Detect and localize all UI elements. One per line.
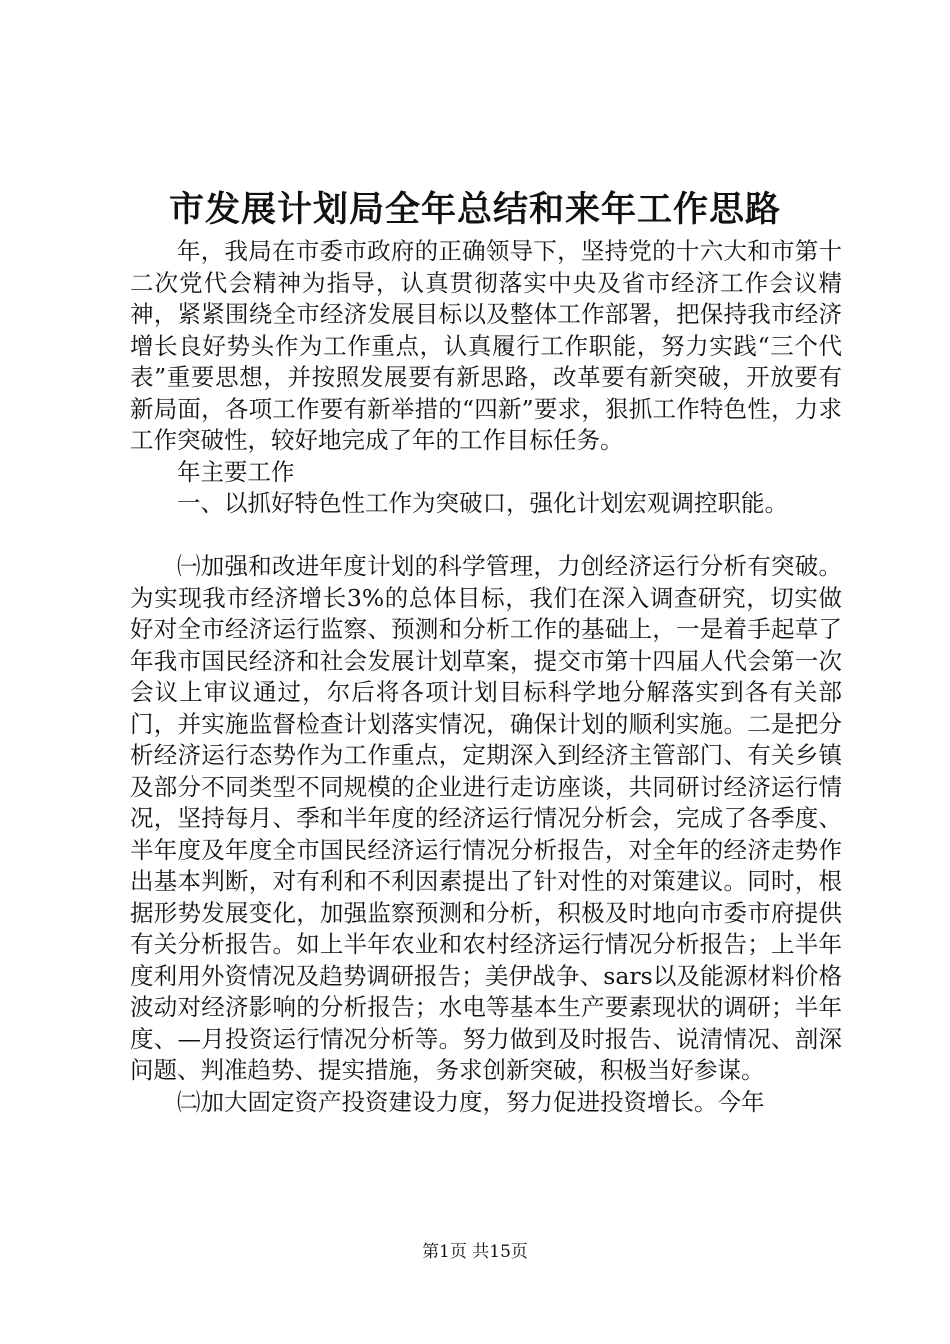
section-heading: 年主要工作	[177, 457, 295, 486]
section-title-1: 一、以抓好特色性工作为突破口，强化计划宏观调控职能。	[177, 489, 788, 517]
document-title: 市发展计划局全年总结和来年工作思路	[168, 189, 781, 230]
subsection-paragraph-1: ㈠加强和改进年度计划的科学管理，力创经济运行分析有突破。为实现我市经济增长3%的总体目标，我们在深入调查研究，切实做好对全市经济运行监察、预测和分析工作的基础上，一是着手起草了年我市国民经济和社会发展计划草案，提交市第十四届人代会第一次会议上审议通过，尔后将各项计划目标科学地分解落实到各有关部门，并实施监督检查计划落实情况，确保计划的顺利实施。二是把分析经济运行态势作为工作重点，定期深入到经济主管部门、有关乡镇及部分不同类型不同规模的企业进行走访座谈，共同研讨经济运行情况，坚持每月、季和半年度的经济运行情况分析会，完成了各季度、半年度及年度全市国民经济运行情况分析报告，对全年的经济走势作出基本判断，对有利和不利因素提出了针对性的对策建议。同时，根据形势发展变化，加强监察预测和分析，积极及时地向市委市府提供有关分析报告。如上半年农业和农村经济运行情况分析报告；上半年度利用外资情况及趋势调研报告；美伊战争、sars以及能源材料价格波动对经济影响的分析报告；水电等基本生产要素现状的调研；半年度、—月投资运行情况分析等。努力做到及时报告、说清情况、剖深问题、判准趋势、提实措施，务求创新突破，积极当好参谋。	[130, 552, 842, 1084]
subsection-paragraph-2: ㈡加大固定资产投资建设力度，努力促进投资增长。今年	[177, 1087, 765, 1116]
intro-paragraph: 年，我局在市委市政府的正确领导下，坚持党的十六大和市第十二次党代会精神为指导，认真贯彻落实中央及省市经济工作会议精神，紧紧围绕全市经济发展目标以及整体工作部署，把保持我市经济增长良好势头作为工作重点，认真履行工作职能，努力实践“三个代表”重要思想，并按照发展要有新思路，改革要有新突破，开放要有新局面，各项工作要有新举措的“四新”要求，狠抓工作特色性，力求工作突破性，较好地完成了年的工作目标任务。	[130, 237, 842, 454]
document-body	[130, 236, 842, 1118]
page-number: 第1页 共15页	[422, 1242, 528, 1262]
